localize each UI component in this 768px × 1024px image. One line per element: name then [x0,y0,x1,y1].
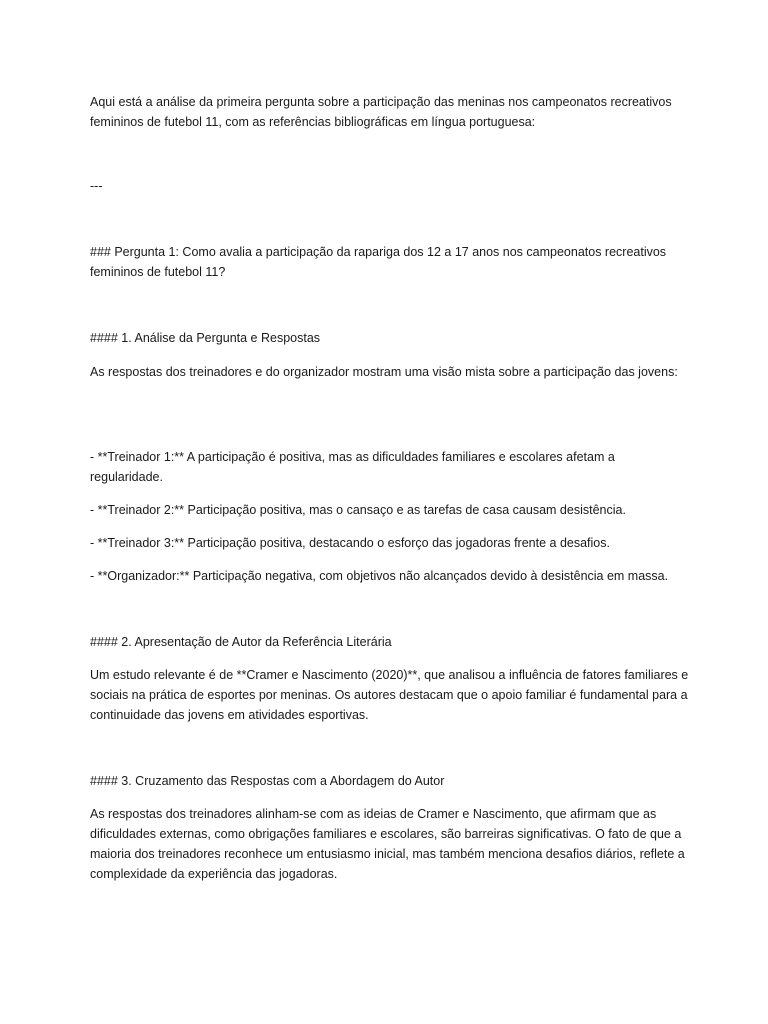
response-item-organizador: - **Organizador:** Participação negativa, com objetivos não alcançados devido à desistência em massa. [90,569,669,583]
response-item-treinador-3: - **Treinador 3:** Participação positiva, destacando o esforço das jogadoras frente a desafios. [90,536,610,550]
section-2-heading: #### 2. Apresentação de Autor da Referência Literária [90,635,392,649]
section-3-paragraph: As respostas dos treinadores alinham-se com as ideias de Cramer e Nascimento, que afirmam que as dificuldades externas, como obrigações familiares e escolares, são barreiras significativas. O fato de que a maioria dos treinadores reconhece um entusiasmo inicial, mas também menciona desafios diários, reflete a complexidade da experiência das jogadoras. [90,807,685,881]
response-item-treinador-1: - **Treinador 1:** A participação é positiva, mas as dificuldades familiares e escolares afetam a regularidade. [90,450,615,484]
separator: --- [90,179,103,193]
intro-paragraph: Aqui está a análise da primeira pergunta sobre a participação das meninas nos campeonatos recreativos femininos de futebol 11, com as referências bibliográficas em língua portuguesa: [90,95,672,129]
question-heading: ### Pergunta 1: Como avalia a participação da rapariga dos 12 a 17 anos nos campeonatos recreativos femininos de futebol 11? [90,245,667,279]
section-1-heading: #### 1. Análise da Pergunta e Respostas [90,331,321,345]
section-3-heading: #### 3. Cruzamento das Respostas com a Abordagem do Autor [90,774,445,788]
section-1-intro: As respostas dos treinadores e do organizador mostram uma visão mista sobre a participação das jovens: [90,365,678,379]
document-page [90,0,690,1024]
section-2-paragraph: Um estudo relevante é de **Cramer e Nascimento (2020)**, que analisou a influência de fatores familiares e sociais na prática de esportes por meninas. Os autores destacam que o apoio familiar é fundamental para a continuidade das jovens em atividades esportivas. [90,668,689,722]
response-item-treinador-2: - **Treinador 2:** Participação positiva, mas o cansaço e as tarefas de casa causam desistência. [90,503,626,517]
